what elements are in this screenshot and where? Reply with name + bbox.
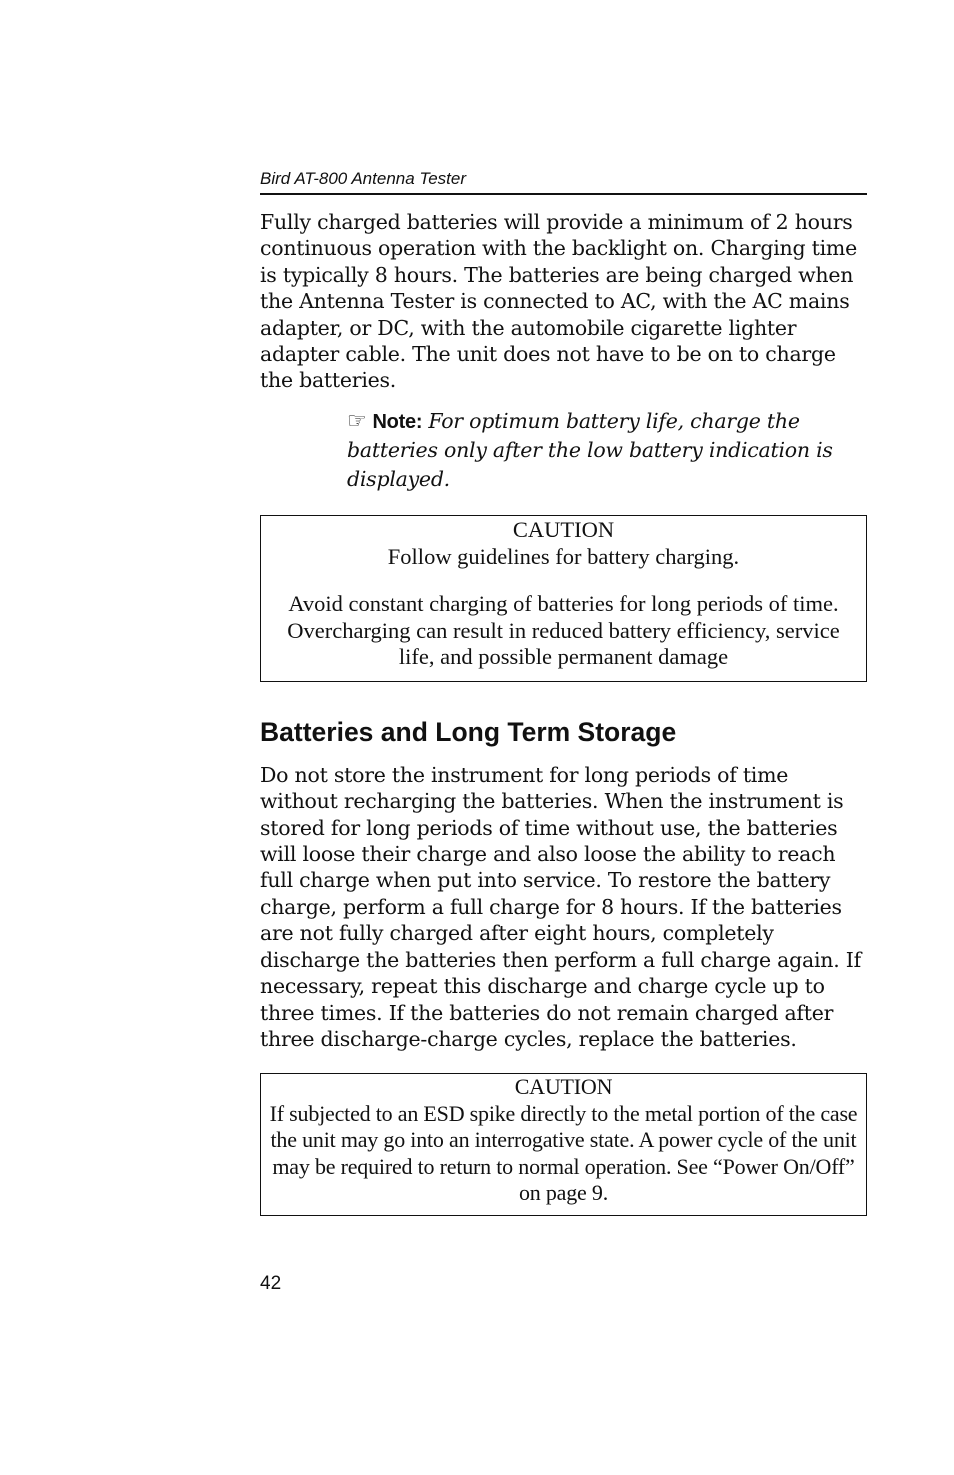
caution-line: Follow guidelines for battery charging. (387, 543, 740, 569)
note-text: For optimum battery life, charge the batteries only after the low battery indication is displayed. (347, 408, 833, 491)
pointing-hand-icon: ☞ (347, 408, 367, 434)
caution-text: If subjected to an ESD spike directly to the metal portion of the case the unit may go into an interrogative state. A power cycle of the unit may be required to return to normal operation. See “Power On/Off” on page 9. (269, 1100, 858, 1206)
page-content (260, 168, 867, 1216)
storage-paragraph: Do not store the instrument for long periods of time without recharging the batteries. When the instrument is stored for long periods of time without use, the batteries will loose their charge and also loose the ability to reach full charge when put into service. To restore the battery charge, perform a full charge for 8 hours. If the batteries are not fully charged after eight hours, completely discharge the batteries then perform a full charge again. If necessary, repeat this discharge and charge cycle up to three times. If the batteries do not remain charged after three discharge-charge cycles, replace the batteries. (260, 762, 861, 1051)
running-header: Bird AT-800 Antenna Tester (260, 168, 867, 195)
caution-title: CAUTION (514, 1074, 613, 1100)
section-heading: Batteries and Long Term Storage (260, 716, 677, 747)
caution-box-charging (260, 515, 867, 682)
intro-paragraph: Fully charged batteries will provide a minimum of 2 hours continuous operation with the backlight on. Charging time is typically 8 hours. The batteries are being charged when the Antenna Tester is connected to AC, with the AC mains adapter, or DC, with the automobile cigarette lighter adapter cable. The unit does not have to be on to charge the batteries. (260, 210, 857, 393)
note-block (347, 407, 867, 494)
note-label: Note: (372, 410, 423, 433)
caution-detail: Avoid constant charging of batteries for long periods of time. Overcharging can result in reduced battery efficiency, service life, and possible permanent damage (287, 591, 840, 670)
caution-title: CAUTION (512, 517, 615, 543)
caution-box-esd (260, 1073, 867, 1216)
page-number: 42 (260, 1273, 282, 1294)
